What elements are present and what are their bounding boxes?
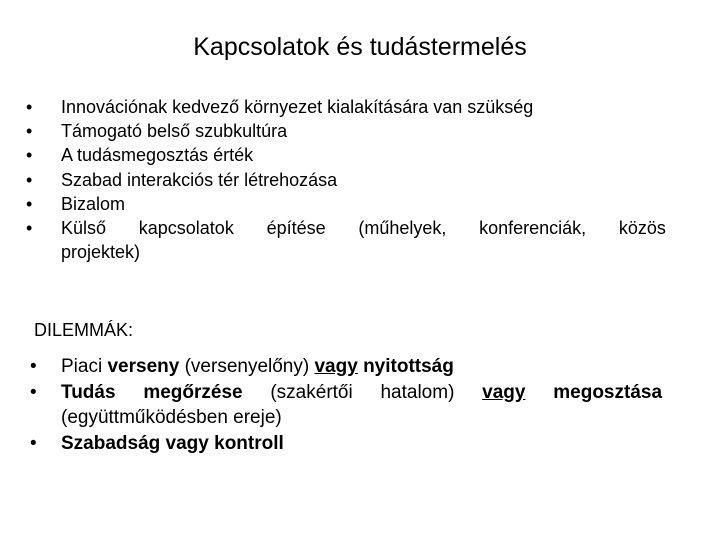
list-item-text: Innovációnak kedvező környezet kialakítására van szükség [61, 97, 534, 117]
bold-text: Tudás [61, 381, 116, 403]
underlined-text: vagy [482, 381, 526, 403]
bold-text: verseny [107, 356, 180, 377]
list-item [26, 216, 666, 264]
list-item-line: projektek) [61, 242, 141, 263]
bold-text: megosztása [553, 381, 663, 403]
list-item [26, 168, 666, 192]
list-item-text: Támogató belső szubkultúra [61, 121, 288, 142]
bullet-icon: • [30, 432, 37, 454]
word: kapcsolatok [138, 218, 234, 239]
bullet-icon: • [26, 145, 33, 166]
bullet-icon: • [26, 193, 33, 214]
list-item-line: (együttműködésben ereje) [61, 407, 282, 428]
slide-title: Kapcsolatok és tudástermelés [193, 33, 527, 61]
list-item [26, 143, 666, 167]
list-item [26, 192, 666, 216]
word: közös [618, 218, 666, 239]
bullet-icon: • [26, 121, 33, 142]
text: (szakértői [270, 381, 353, 403]
bold-text: nyitottság [357, 356, 454, 377]
underlined-text: vagy [314, 356, 358, 377]
list-item-text: Bizalom [61, 193, 126, 214]
text: hatalom) [380, 381, 455, 403]
list-item-line [61, 216, 666, 240]
text: (versenyelőny) [179, 356, 315, 377]
text: Piaci [61, 356, 108, 377]
bullet-icon: • [26, 218, 33, 239]
dilemma-list [30, 354, 662, 456]
list-item [30, 354, 662, 380]
bullet-icon: • [26, 169, 33, 190]
bullet-list [26, 95, 666, 264]
list-item-text: Szabad interakciós tér létrehozása [61, 169, 338, 190]
bullet-icon: • [30, 381, 37, 403]
bullet-icon: • [26, 97, 33, 117]
list-item [30, 431, 662, 457]
bold-text: megőrzése [143, 381, 243, 403]
list-item [30, 380, 662, 431]
list-item-text: A tudásmegosztás érték [61, 145, 254, 166]
list-item-line [61, 380, 662, 406]
list-item [26, 119, 666, 143]
word: építése [266, 218, 326, 239]
word: (műhelyek, [358, 218, 447, 239]
bullet-icon: • [30, 356, 37, 377]
dilemmas-heading: DILEMMÁK: [34, 320, 134, 340]
word: konferenciák, [479, 218, 587, 239]
word: Külső [61, 218, 107, 239]
list-item [26, 95, 666, 119]
bold-text: Szabadság vagy kontroll [61, 432, 284, 454]
